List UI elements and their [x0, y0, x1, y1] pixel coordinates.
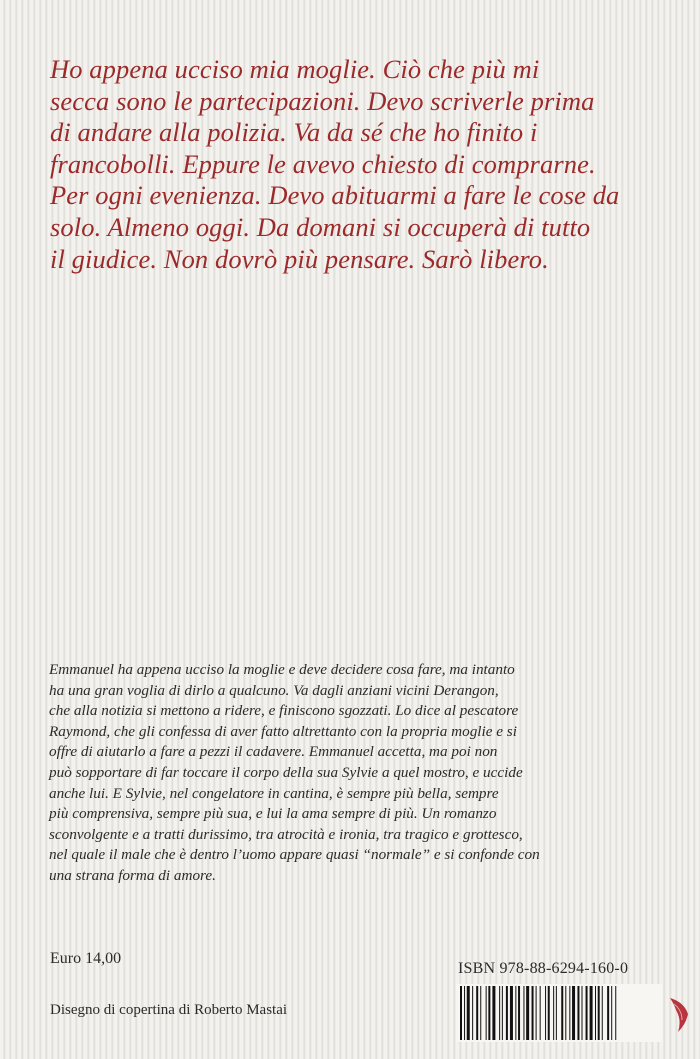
barcode-bar — [467, 986, 470, 1040]
barcode-bar — [518, 986, 520, 1040]
barcode-bar — [577, 986, 579, 1040]
cover-credit: Disegno di copertina di Roberto Mastai — [50, 1002, 288, 1018]
quote-line: solo. Almeno oggi. Da domani si occuperà di tutto — [50, 211, 591, 242]
barcode-bar — [502, 986, 503, 1040]
quote-line: di andare alla polizia. Va da sé che ho finito i — [50, 117, 538, 148]
barcode-bar — [488, 986, 490, 1040]
blurb-line: offre di aiutarlo a fare a pezzi il cadavere. Emmanuel accetta, ma poi non — [49, 743, 498, 761]
blurb-line: più comprensiva, sempre più sua, e lui la ama sempre di più. Un romanzo — [49, 805, 497, 823]
blurb-line: nel quale il male che è dentro l’uomo appare quasi “normale” e si confonde con — [49, 846, 540, 864]
price-label: Euro 14,00 — [50, 950, 122, 967]
barcode-bar — [480, 986, 481, 1040]
barcode-bar — [607, 986, 609, 1040]
barcode-bar — [582, 986, 583, 1040]
barcode-bar — [586, 986, 588, 1040]
barcode-bar — [569, 986, 570, 1040]
barcode-bar — [476, 986, 478, 1040]
barcode-bar — [464, 986, 465, 1040]
barcode-bar — [460, 986, 462, 1040]
barcode-bar — [615, 986, 616, 1040]
barcode-bar — [486, 986, 487, 1040]
barcode-bar — [556, 986, 557, 1040]
blurb-line: anche lui. E Sylvie, nel congelatore in cantina, è sempre più bella, sempre — [49, 784, 499, 802]
barcode-bar — [523, 986, 524, 1040]
barcode-bar — [526, 986, 529, 1040]
quote-line: il giudice. Non dovrò più pensare. Sarò libero. — [50, 243, 549, 274]
blurb-line: sconvolgente e a tratti durissimo, tra atrocità e ironia, tra tragico e grottesco, — [49, 825, 523, 843]
barcode-bar — [545, 986, 546, 1040]
bookmark-ribbon — [668, 996, 690, 1034]
blurb-line: può sopportare di far toccare il corpo della sua Sylvie a quel mostro, e uccide — [49, 763, 523, 781]
quote-excerpt — [50, 54, 670, 275]
barcode-bar — [572, 986, 575, 1040]
quote-line: Per ogni evenienza. Devo abituarmi a fare le cose da — [50, 180, 620, 211]
barcode-bar — [565, 986, 566, 1040]
barcode-bar — [472, 986, 473, 1040]
quote-line: Ho appena ucciso mia moglie. Ciò che più mi — [50, 54, 540, 84]
barcode-bar — [553, 986, 554, 1040]
barcode — [456, 984, 662, 1042]
barcode-bar — [611, 986, 612, 1040]
barcode-bar — [548, 986, 550, 1040]
barcode-bar — [536, 986, 537, 1040]
barcode-bar — [540, 986, 541, 1040]
barcode-bar — [510, 986, 513, 1040]
barcode-bar — [515, 986, 516, 1040]
barcode-bar — [602, 986, 603, 1040]
barcode-bar — [590, 986, 593, 1040]
blurb-line: Raymond, che gli confessa di aver fatto altrettanto con la propria moglie e si — [49, 722, 517, 740]
barcode-bar — [499, 986, 500, 1040]
book-blurb — [49, 660, 671, 887]
blurb-line: che alla notizia si mettono a ridere, e finiscono sgozzati. Lo dice al pescatore — [49, 702, 519, 720]
barcode-bar — [506, 986, 508, 1040]
barcode-bar — [595, 986, 596, 1040]
quote-line: francobolli. Eppure le avevo chiesto di comprarne. — [50, 148, 596, 179]
isbn-label: ISBN 978-88-6294-160-0 — [458, 960, 629, 977]
quote-line: secca sono le partecipazioni. Devo scriverle prima — [50, 85, 595, 116]
barcode-bar — [492, 986, 495, 1040]
barcode-bar — [561, 986, 563, 1040]
barcode-bar — [532, 986, 534, 1040]
blurb-line: una strana forma di amore. — [49, 866, 216, 884]
blurb-line: Emmanuel ha appena ucciso la moglie e deve decidere cosa fare, ma intanto — [49, 661, 515, 678]
blurb-line: ha una gran voglia di dirlo a qualcuno. Va dagli anziani vicini Derangon, — [49, 681, 499, 699]
barcode-bar — [598, 986, 600, 1040]
